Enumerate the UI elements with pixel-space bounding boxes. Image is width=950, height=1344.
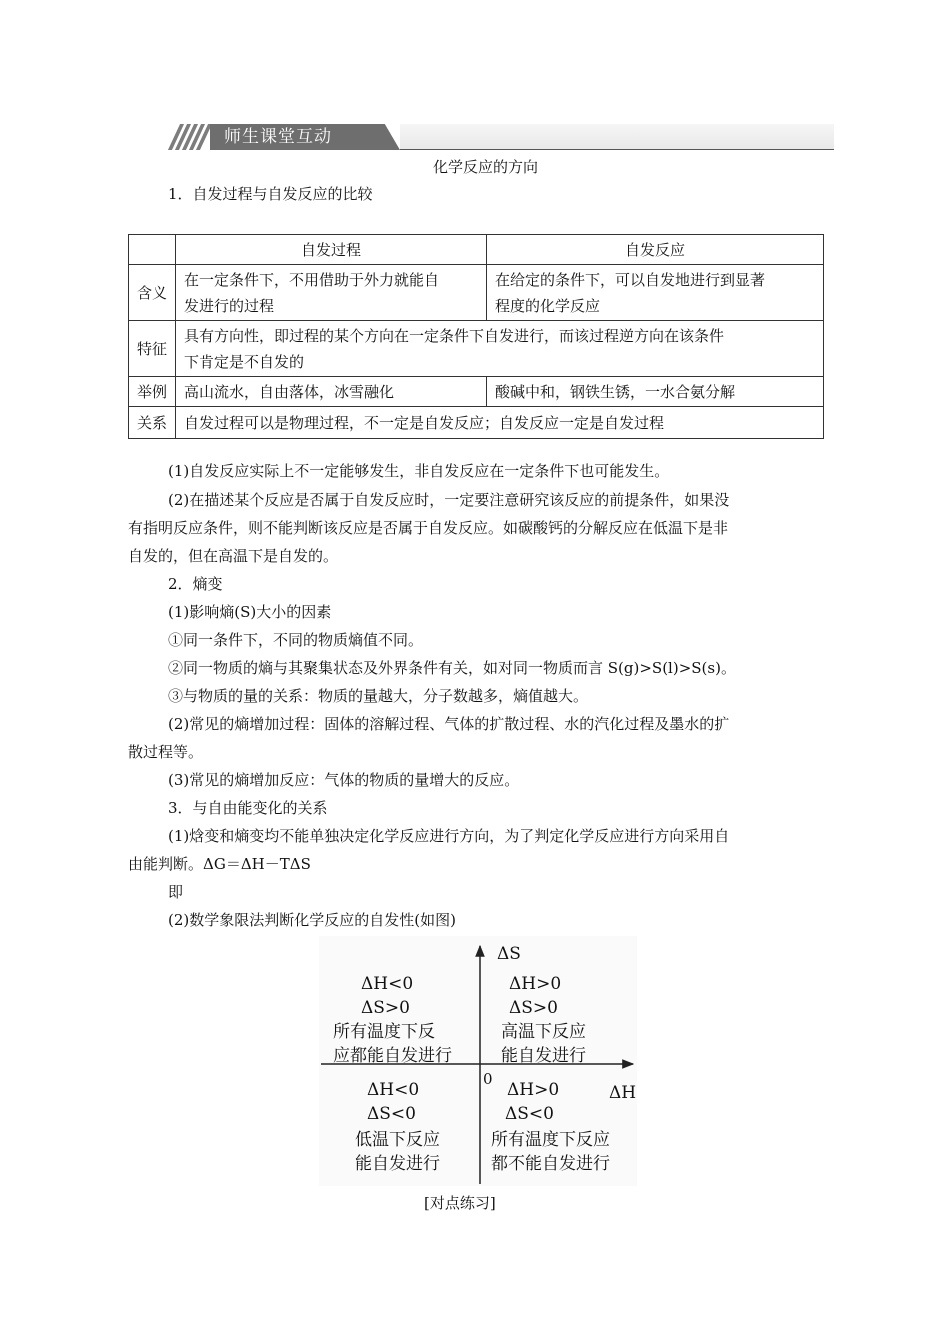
cell-text: 在给定的条件下，可以自发地进行到显著 bbox=[495, 270, 766, 289]
free-energy-line-2: 由能判断。ΔG＝ΔH－TΔS bbox=[128, 855, 311, 873]
x-axis-label: ΔH bbox=[609, 1083, 637, 1103]
banner-title: 师生课堂互动 bbox=[224, 127, 332, 147]
banner-rule bbox=[400, 149, 834, 150]
entropy-process-line-1: (2)常见的熵增加过程：固体的溶解过程、气体的扩散过程、水的汽化过程及墨水的扩 bbox=[168, 715, 730, 733]
table-header-process: 自发过程 bbox=[176, 235, 487, 265]
table-header-reaction: 自发反应 bbox=[487, 235, 824, 265]
free-energy-line-1: (1)焓变和熵变均不能单独决定化学反应进行方向，为了判定化学反应进行方向采用自 bbox=[168, 827, 730, 845]
note-2-line-3: 自发的，但在高温下是自发的。 bbox=[128, 547, 339, 565]
heading-1: 1．自发过程与自发反应的比较 bbox=[168, 185, 373, 203]
table-header-row bbox=[129, 235, 824, 265]
q4-desc-2: 都不能自发进行 bbox=[491, 1154, 610, 1174]
cell-text: 具有方向性，即过程的某个方向在一定条件下自发进行，而该过程逆方向在该条件 bbox=[184, 326, 725, 345]
q2-dh: ΔH<0 bbox=[361, 974, 414, 994]
q2-desc-1: 所有温度下反 bbox=[333, 1022, 435, 1042]
table-row bbox=[129, 407, 824, 439]
heading-3: 3．与自由能变化的关系 bbox=[168, 799, 328, 817]
q4-desc-1: 所有温度下反应 bbox=[491, 1130, 610, 1150]
practice-heading: [对点练习] bbox=[424, 1194, 496, 1212]
section-banner bbox=[168, 124, 834, 151]
cell-meaning-process bbox=[176, 265, 487, 321]
row-header-example: 举例 bbox=[129, 377, 176, 407]
free-energy-ji: 即 bbox=[168, 883, 184, 901]
cell-text: 发进行的过程 bbox=[184, 296, 275, 315]
entropy-process-line-2: 散过程等。 bbox=[128, 743, 204, 761]
table-corner-cell bbox=[129, 235, 176, 265]
banner-background bbox=[400, 124, 834, 149]
q4-dh: ΔH>0 bbox=[507, 1080, 560, 1100]
cell-relation: 自发过程可以是物理过程，不一定是自发反应；自发反应一定是自发过程 bbox=[176, 407, 824, 439]
q3-desc-2: 能自发进行 bbox=[355, 1154, 440, 1174]
q3-desc-1: 低温下反应 bbox=[355, 1130, 440, 1150]
q1-desc-1: 高温下反应 bbox=[501, 1022, 586, 1042]
entropy-reaction: (3)常见的熵增加反应：气体的物质的量增大的反应。 bbox=[168, 771, 520, 789]
row-header-meaning: 含义 bbox=[129, 265, 176, 321]
section-title: 化学反应的方向 bbox=[433, 158, 539, 176]
entropy-item-2: ②同一物质的熵与其聚集状态及外界条件有关，如对同一物质而言 S(g)>S(l)>S(s)。 bbox=[168, 659, 736, 677]
q1-dh: ΔH>0 bbox=[509, 974, 562, 994]
origin-label: 0 bbox=[483, 1070, 493, 1088]
q4-ds: ΔS<0 bbox=[505, 1104, 554, 1124]
quadrant-method: (2)数学象限法判断化学反应的自发性(如图) bbox=[168, 911, 456, 929]
heading-2: 2．熵变 bbox=[168, 575, 223, 593]
cell-text: 在一定条件下，不用借助于外力就能自 bbox=[184, 270, 440, 289]
entropy-item-1: ①同一条件下，不同的物质熵值不同。 bbox=[168, 631, 424, 649]
note-1: (1)自发反应实际上不一定能够发生，非自发反应在一定条件下也可能发生。 bbox=[168, 462, 670, 480]
q3-dh: ΔH<0 bbox=[367, 1080, 420, 1100]
cell-example-process: 高山流水，自由落体，冰雪融化 bbox=[176, 377, 487, 407]
quadrant-diagram bbox=[319, 936, 637, 1186]
table-row bbox=[129, 377, 824, 407]
table-row bbox=[129, 321, 824, 377]
cell-text: 程度的化学反应 bbox=[495, 296, 601, 315]
q2-desc-2: 应都能自发进行 bbox=[333, 1046, 452, 1066]
comparison-table bbox=[128, 234, 824, 439]
note-2-line-2: 有指明反应条件，则不能判断该反应是否属于自发反应。如碳酸钙的分解反应在低温下是非 bbox=[128, 519, 729, 537]
note-2-line-1: (2)在描述某个反应是否属于自发反应时，一定要注意研究该反应的前提条件，如果没 bbox=[168, 491, 730, 509]
cell-feature bbox=[176, 321, 824, 377]
q1-desc-2: 能自发进行 bbox=[501, 1046, 586, 1066]
row-header-relation: 关系 bbox=[129, 407, 176, 439]
cell-meaning-reaction bbox=[487, 265, 824, 321]
entropy-item-3: ③与物质的量的关系：物质的量越大，分子数越多，熵值越大。 bbox=[168, 687, 589, 705]
q3-ds: ΔS<0 bbox=[367, 1104, 416, 1124]
cell-text: 下肯定是不自发的 bbox=[184, 352, 305, 371]
cell-example-reaction: 酸碱中和，钢铁生锈，一水合氨分解 bbox=[487, 377, 824, 407]
entropy-factors: (1)影响熵(S)大小的因素 bbox=[168, 603, 332, 621]
q2-ds: ΔS>0 bbox=[361, 998, 410, 1018]
table-row bbox=[129, 265, 824, 321]
row-header-feature: 特征 bbox=[129, 321, 176, 377]
q1-ds: ΔS>0 bbox=[509, 998, 558, 1018]
y-axis-label: ΔS bbox=[497, 944, 521, 964]
